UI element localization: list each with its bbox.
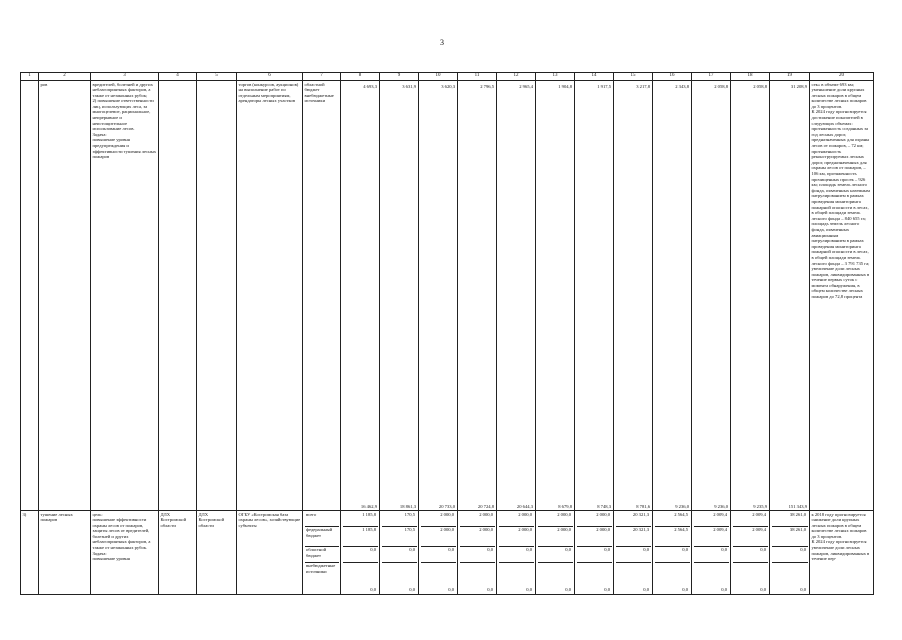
page-number: 3 <box>440 38 444 47</box>
column-number: 12 <box>497 73 536 81</box>
cell-amount <box>380 81 419 511</box>
amount-value: 0,0 <box>382 546 417 562</box>
cell-results: к 2018 году прогнозируется снижение доли крупных лесных пожаров в общем количестве лесных пожаров до 3 процентов. К 2024 году прогнозируется увеличение доли лесных пожаров, ликвидированных в течение пер- <box>810 511 874 595</box>
amount-value: 2 009,4 <box>694 512 729 527</box>
column-number: 3 <box>91 73 159 81</box>
amount-value: 0,0 <box>526 587 532 593</box>
amount-value: 2 000,0 <box>499 526 534 546</box>
amount-value: 2 000,0 <box>577 526 612 546</box>
column-number: 6 <box>237 73 303 81</box>
amount-value: 0,0 <box>565 587 571 593</box>
column-number: 9 <box>380 73 419 81</box>
funding-source: областной бюджет <box>305 546 339 562</box>
amount-value: 1 904,8 <box>558 84 572 89</box>
amount-value: 2 000,0 <box>460 526 495 546</box>
cell-amount <box>341 81 380 511</box>
column-number: 14 <box>575 73 614 81</box>
amount-value: 0,0 <box>343 546 378 562</box>
funding-source: всего <box>305 512 339 527</box>
cell-amount <box>653 511 692 595</box>
column-number: 17 <box>692 73 731 81</box>
cell-item-number: 3) <box>21 511 39 595</box>
column-number: 20 <box>810 73 874 81</box>
amount-value: 2 058,8 <box>753 84 767 89</box>
amount-value: 3 631,9 <box>402 84 416 89</box>
amount-total: 20 724,8 <box>477 504 494 510</box>
cell-task-name: ров <box>39 81 91 511</box>
cell-amount <box>692 81 731 511</box>
amount-value: 0,0 <box>800 587 806 593</box>
amount-value: 38 261,0 <box>772 526 808 546</box>
column-number: 19 <box>770 73 810 81</box>
amount-value: 2 796,5 <box>480 84 494 89</box>
amount-value: 0,0 <box>421 546 456 562</box>
amount-value: 2 000,0 <box>421 512 456 527</box>
column-number: 16 <box>653 73 692 81</box>
amount-value: 2 965,4 <box>519 84 533 89</box>
cell-results: сек» в объеме 693 км; уменьшение доли крупных лесных пожаров в общем количестве лесных пожаров до 3 процентов. К 2024 году прогнозируется достижение показателей в следующих объемах: протяженность созданных за год лесных дорог, предназначенных для охраны лесов от пожаров, – 72 км; протяженность реконструируемых лесных дорог, предназначенных для охраны лесов от пожаров, – 106 км, протяженность прочищенных просек – 926 км; площадь земель лесного фонда, охваченных наземным патрулированием в рамках проведения мониторинга пожарной опасности в лесах, в общей площади земель лесного фонда – 840 655 га; площадь земель лесного фонда, охваченных авиационным патрулированием в рамках проведения мониторинга пожарной опасности в лесах, в общей площади земель лесного фонда – 3 791 735 га; увеличение доли лесных пожаров, ликвидированных в течение первых суток с момента обнаружения, в общем количестве лесных пожаров до 72,8 процента <box>810 81 874 511</box>
amount-total: 9 236,0 <box>675 504 689 510</box>
amount-value: 0,0 <box>577 546 612 562</box>
amount-value: 2 009,4 <box>694 526 729 546</box>
cell-amount <box>731 81 770 511</box>
cell-goal: цель: повышение эффективности охраны лесов от пожаров, защиты лесов от вредителей, болезней и других неблагоприятных факторов, а также от незаконных рубок. Задача: повышение уровня <box>91 511 159 595</box>
amount-value: 0,0 <box>655 546 690 562</box>
cell-amount <box>536 511 575 595</box>
cell-amount <box>458 81 497 511</box>
amount-total: 9 236,0 <box>714 504 728 510</box>
cell-executors: ОГБУ «Костромская база охраны лесов», хозяйствующие субъекты <box>237 511 303 595</box>
amount-value: 0,0 <box>487 587 493 593</box>
program-table <box>20 72 874 595</box>
amount-value: 20 321,3 <box>616 526 651 546</box>
table-row <box>21 81 874 511</box>
amount-value: 2 000,0 <box>538 512 573 527</box>
amount-value: 3 620,3 <box>441 84 455 89</box>
funding-source: внебюджетные источники <box>306 563 336 574</box>
table-row <box>21 511 874 595</box>
amount-total: 20 644,3 <box>516 504 533 510</box>
cell-amount <box>575 81 614 511</box>
amount-value: 1 917,5 <box>597 84 611 89</box>
cell-amount <box>497 511 536 595</box>
cell-amount <box>341 511 380 595</box>
amount-value: 0,0 <box>733 546 768 562</box>
amount-value: 0,0 <box>499 546 534 562</box>
amount-total: 8 781,6 <box>636 504 650 510</box>
cell-col1 <box>21 81 39 511</box>
amount-total: 9 235,9 <box>753 504 767 510</box>
amount-total: 16 462,9 <box>360 504 377 510</box>
cell-amount <box>614 81 653 511</box>
amount-total: 8 748,3 <box>597 504 611 510</box>
amount-total: 20 733,0 <box>438 504 455 510</box>
column-number: 13 <box>536 73 575 81</box>
amount-value: 0,0 <box>370 587 376 593</box>
column-number: 1 <box>21 73 39 81</box>
cell-col4 <box>159 81 197 511</box>
amount-value: 2 009,4 <box>733 526 768 546</box>
funding-source: федеральный бюджет <box>305 526 339 546</box>
column-number: 18 <box>731 73 770 81</box>
cell-amount <box>614 511 653 595</box>
column-number: 10 <box>419 73 458 81</box>
column-number: 11 <box>458 73 497 81</box>
amount-value: 3 217,8 <box>636 84 650 89</box>
amount-value: 20 321,3 <box>616 512 651 527</box>
amount-value: 0,0 <box>409 587 415 593</box>
amount-total: 151 343,9 <box>788 504 807 510</box>
amount-value: 170,5 <box>382 526 417 546</box>
cell-coordinator: ДЛХ Костромской области <box>159 511 197 595</box>
amount-value: 0,0 <box>448 587 454 593</box>
amount-value: 2 343,8 <box>675 84 689 89</box>
amount-value: 0,0 <box>616 546 651 562</box>
amount-value: 2 000,0 <box>499 512 534 527</box>
amount-value: 0,0 <box>682 587 688 593</box>
cell-sources: областной бюджет внебюджетные источники <box>303 81 341 511</box>
cell-responsible: ДЛХ Костромской области <box>197 511 237 595</box>
cell-executors: торгов (конкурсов, аукционов) на выполнение работ по отдельным мероприятиям, арендаторы лесных участков <box>237 81 303 511</box>
cell-amount <box>653 81 692 511</box>
cell-amount <box>380 511 419 595</box>
amount-value: 31 208,9 <box>790 84 807 89</box>
amount-value: 2 058,8 <box>714 84 728 89</box>
amount-value: 1 185,8 <box>343 512 378 527</box>
cell-col5 <box>197 81 237 511</box>
amount-value: 0,0 <box>460 546 495 562</box>
amount-value: 2 000,0 <box>538 526 573 546</box>
amount-value: 38 261,0 <box>772 512 808 527</box>
column-number: 5 <box>197 73 237 81</box>
cell-amount <box>731 511 770 595</box>
amount-value: 0,0 <box>538 546 573 562</box>
amount-value: 0,0 <box>721 587 727 593</box>
amount-value: 0,0 <box>694 546 729 562</box>
amount-value: 0,0 <box>772 546 808 562</box>
column-number: 15 <box>614 73 653 81</box>
column-number: 8 <box>341 73 380 81</box>
amount-total: 8 679,8 <box>558 504 572 510</box>
amount-value: 1 185,8 <box>343 526 378 546</box>
amount-value: 2 564,5 <box>655 512 690 527</box>
cell-amount <box>692 511 731 595</box>
cell-amount <box>458 511 497 595</box>
amount-total: 18 861,3 <box>399 504 416 510</box>
cell-amount <box>497 81 536 511</box>
cell-amount <box>770 81 810 511</box>
cell-amount <box>419 81 458 511</box>
column-number-row <box>21 73 874 81</box>
amount-value: 2 000,0 <box>460 512 495 527</box>
amount-value: 170,5 <box>382 512 417 527</box>
column-number: 4 <box>159 73 197 81</box>
cell-sources <box>303 511 341 595</box>
amount-value: 2 009,4 <box>733 512 768 527</box>
cell-amount <box>419 511 458 595</box>
cell-task-name: тушение лесных пожаров <box>39 511 91 595</box>
cell-goal: вредителей, болезней и других неблагоприятных факторов, а также от незаконных рубок; 2) повышение ответственности лиц, использующих леса, за многоцелевое, рациональное, непрерывное и неистощительное использование лесов. Задача: повышение уровня предупреждения и эффективности тушения лесных пожаров <box>91 81 159 511</box>
cell-amount <box>575 511 614 595</box>
column-number: 7 <box>303 73 341 81</box>
amount-value: 2 000,0 <box>577 512 612 527</box>
amount-value: 2 564,5 <box>655 526 690 546</box>
column-number: 2 <box>39 73 91 81</box>
amount-value: 2 000,0 <box>421 526 456 546</box>
cell-amount <box>536 81 575 511</box>
amount-value: 4 693,3 <box>363 84 377 89</box>
amount-value: 0,0 <box>760 587 766 593</box>
amount-value: 0,0 <box>604 587 610 593</box>
amount-value: 0,0 <box>643 587 649 593</box>
cell-amount <box>770 511 810 595</box>
